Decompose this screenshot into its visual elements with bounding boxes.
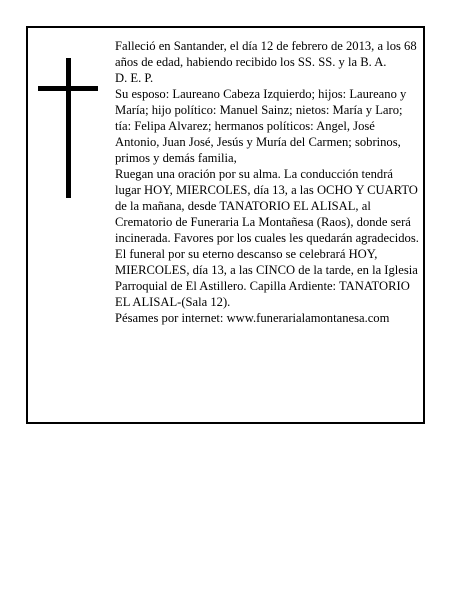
cross-horizontal-bar — [38, 86, 98, 91]
funeral-details: Ruegan una oración por su alma. La conducción tendrá lugar HOY, MIERCOLES, día 13, a las OCHO Y CUARTO de la mañana, desde TANATORIO EL ALISAL, al Crematorio de Funeraria La Montañesa (Raos), donde será incinerada. Favores por los cuales les quedarán agradecidos. El funeral por su eterno descanso se celebrará HOY, MIERCOLES, día 13, a las CINCO de la tarde, en la Iglesia Parroquial de El Astillero. Capilla Ardiente: TANATORIO EL ALISAL-(Sala 12). — [115, 167, 419, 309]
family-list: Su esposo: Laureano Cabeza Izquierdo; hijos: Laureano y María; hijo político: Manuel Sainz; nietos: María y Laro; tía: Felipa Alvarez; hermanos políticos: Angel, José Antonio, Juan José, Jesús y Muría del Carmen; sobrinos, primos y demás familia, — [115, 87, 407, 165]
notice-text — [115, 38, 421, 326]
death-announcement: Falleció en Santander, el día 12 de febrero de 2013, a los 68 años de edad, habiendo recibido los SS. SS. y la B. A. — [115, 39, 417, 69]
obituary-notice — [26, 26, 425, 424]
cross-vertical-bar — [66, 58, 71, 198]
condolences-website: Pésames por internet: www.funerarialamontanesa.com — [115, 311, 390, 325]
rest-in-peace: D. E. P. — [115, 71, 154, 85]
